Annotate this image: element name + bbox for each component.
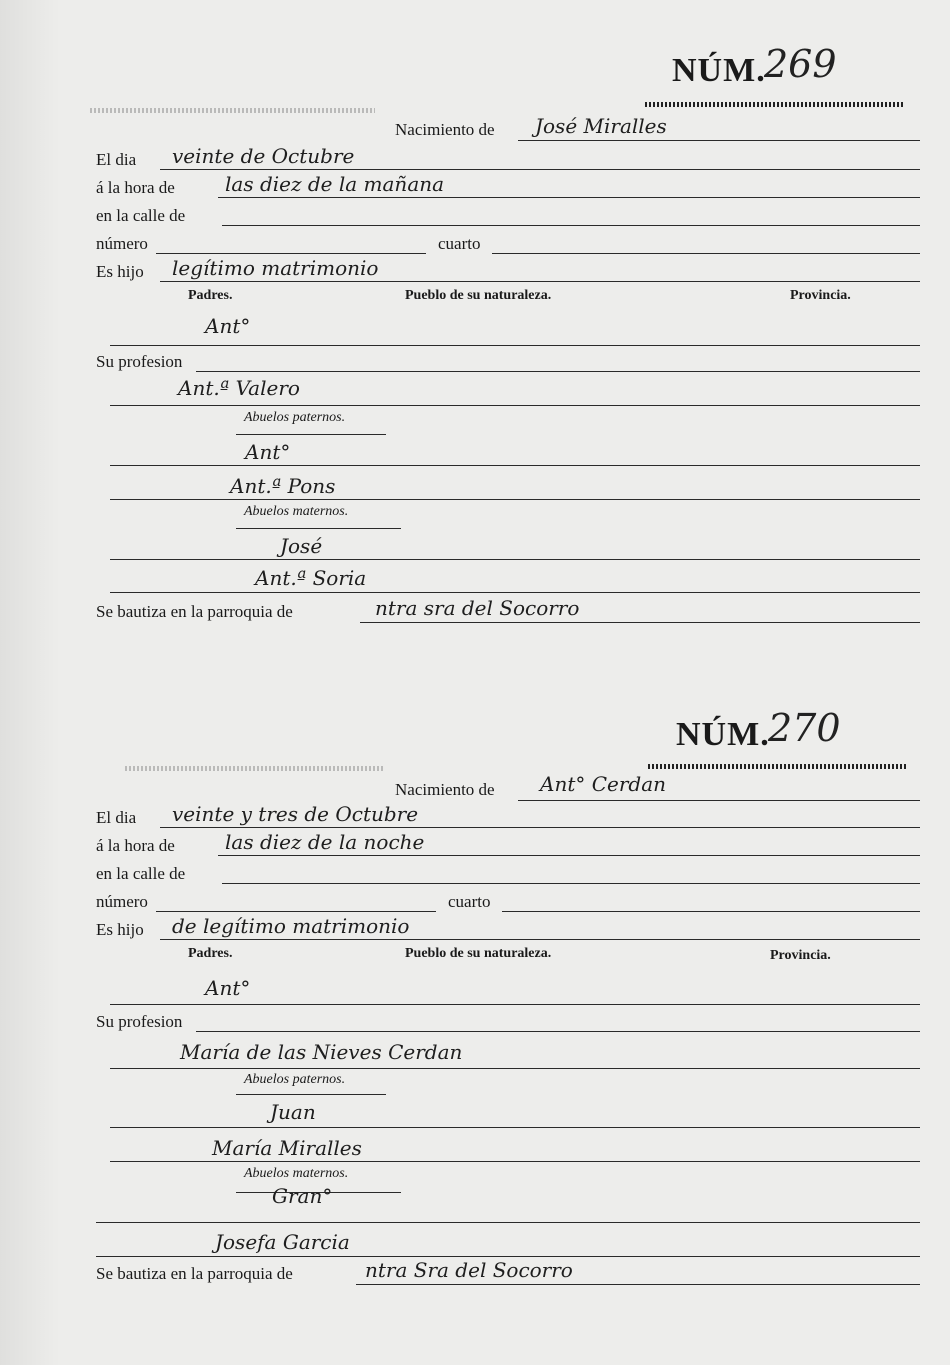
cuarto-label: cuarto bbox=[438, 234, 481, 253]
column-header-provincia: Provincia. bbox=[770, 948, 831, 963]
hijo-rule bbox=[160, 281, 920, 282]
padre-rule bbox=[110, 1004, 920, 1005]
profesion-rule bbox=[196, 1031, 920, 1032]
nacimiento-rule bbox=[518, 140, 920, 141]
abuela-paterna-name: Ant.ª Pons bbox=[230, 474, 336, 498]
numero-rule bbox=[156, 911, 436, 912]
nacimiento-value: Ant° Cerdan bbox=[540, 772, 667, 796]
column-header-pueblo: Pueblo de su naturaleza. bbox=[405, 288, 552, 303]
wavy-underline bbox=[648, 764, 906, 769]
bautiza-rule bbox=[360, 622, 920, 623]
maternos-short-rule bbox=[236, 528, 401, 529]
dia-label: El dia bbox=[96, 150, 137, 169]
abuelo-paterno-rule bbox=[110, 1127, 920, 1128]
madre-rule bbox=[110, 1068, 920, 1069]
nacimiento-label: Nacimiento de bbox=[395, 780, 495, 799]
column-header-padres: Padres. bbox=[188, 946, 233, 961]
abuelo-paterno-name: Juan bbox=[270, 1100, 316, 1124]
paternos-short-rule bbox=[236, 1094, 386, 1095]
hijo-value: de legítimo matrimonio bbox=[172, 914, 410, 938]
dia-value: veinte y tres de Octubre bbox=[172, 802, 419, 826]
column-header-pueblo: Pueblo de su naturaleza. bbox=[405, 946, 552, 961]
entry-number-value: 270 bbox=[768, 706, 841, 750]
paternos-short-rule bbox=[236, 434, 386, 435]
column-header-padres: Padres. bbox=[188, 288, 233, 303]
hora-value: las diez de la mañana bbox=[225, 172, 445, 196]
page-spine-shadow bbox=[0, 0, 60, 1365]
entry-number-value: 269 bbox=[764, 42, 837, 86]
nacimiento-rule bbox=[518, 800, 920, 801]
calle-rule bbox=[222, 225, 920, 226]
calle-rule bbox=[222, 883, 920, 884]
bautiza-label: Se bautiza en la parroquia de bbox=[96, 1264, 293, 1283]
cuarto-rule bbox=[492, 253, 920, 254]
hijo-value: legítimo matrimonio bbox=[172, 256, 379, 280]
dia-label: El dia bbox=[96, 808, 137, 827]
hijo-label: Es hijo bbox=[96, 920, 144, 939]
hora-label: á la hora de bbox=[96, 178, 175, 197]
abuela-materna-rule bbox=[96, 1256, 920, 1257]
hijo-rule bbox=[160, 939, 920, 940]
profesion-rule bbox=[196, 371, 920, 372]
madre-rule bbox=[110, 405, 920, 406]
cuarto-label: cuarto bbox=[448, 892, 491, 911]
entry-number-label: NÚM. bbox=[672, 52, 766, 89]
wavy-underline-faint bbox=[90, 108, 375, 113]
bautiza-rule bbox=[356, 1284, 920, 1285]
bautiza-value: ntra Sra del Socorro bbox=[365, 1258, 573, 1282]
hora-value: las diez de la noche bbox=[225, 830, 425, 854]
numero-rule bbox=[156, 253, 426, 254]
hijo-label: Es hijo bbox=[96, 262, 144, 281]
abuelo-paterno-name: Ant° bbox=[245, 440, 291, 464]
abuelo-materno-name: José bbox=[280, 534, 323, 558]
dia-rule bbox=[160, 827, 920, 828]
abuela-paterna-name: María Miralles bbox=[212, 1136, 362, 1160]
wavy-underline-faint bbox=[125, 766, 385, 771]
calle-label: en la calle de bbox=[96, 206, 186, 225]
madre-name: María de las Nieves Cerdan bbox=[180, 1040, 463, 1064]
numero-label: número bbox=[96, 892, 148, 911]
abuelo-materno-name: Gran° bbox=[272, 1184, 333, 1208]
padre-name: Ant° bbox=[205, 314, 251, 338]
column-header-provincia: Provincia. bbox=[790, 288, 851, 303]
hora-rule bbox=[218, 197, 920, 198]
padre-name: Ant° bbox=[205, 976, 251, 1000]
profesion-label: Su profesion bbox=[96, 352, 183, 371]
abuela-materna-rule bbox=[110, 592, 920, 593]
abuelos-paternos-label: Abuelos paternos. bbox=[244, 1072, 346, 1087]
entry-number-label: NÚM. bbox=[676, 716, 770, 753]
calle-label: en la calle de bbox=[96, 864, 186, 883]
abuela-paterna-rule bbox=[110, 1161, 920, 1162]
abuela-materna-name: Ant.ª Soria bbox=[255, 566, 367, 590]
abuelo-materno-rule bbox=[110, 559, 920, 560]
nacimiento-value: José Miralles bbox=[535, 114, 667, 138]
padre-rule bbox=[110, 345, 920, 346]
abuelos-maternos-label: Abuelos maternos. bbox=[244, 504, 349, 519]
numero-label: número bbox=[96, 234, 148, 253]
dia-value: veinte de Octubre bbox=[172, 144, 355, 168]
nacimiento-label: Nacimiento de bbox=[395, 120, 495, 139]
abuelo-materno-rule bbox=[96, 1222, 920, 1223]
wavy-underline bbox=[645, 102, 905, 107]
cuarto-rule bbox=[502, 911, 920, 912]
bautiza-label: Se bautiza en la parroquia de bbox=[96, 602, 293, 621]
abuela-materna-name: Josefa Garcia bbox=[215, 1230, 350, 1254]
hora-label: á la hora de bbox=[96, 836, 175, 855]
madre-name: Ant.ª Valero bbox=[178, 376, 300, 400]
profesion-label: Su profesion bbox=[96, 1012, 183, 1031]
abuelos-maternos-label: Abuelos maternos. bbox=[244, 1166, 349, 1181]
dia-rule bbox=[160, 169, 920, 170]
abuelos-paternos-label: Abuelos paternos. bbox=[244, 410, 346, 425]
abuelo-paterno-rule bbox=[110, 465, 920, 466]
abuela-paterna-rule bbox=[110, 499, 920, 500]
bautiza-value: ntra sra del Socorro bbox=[375, 596, 580, 620]
hora-rule bbox=[218, 855, 920, 856]
